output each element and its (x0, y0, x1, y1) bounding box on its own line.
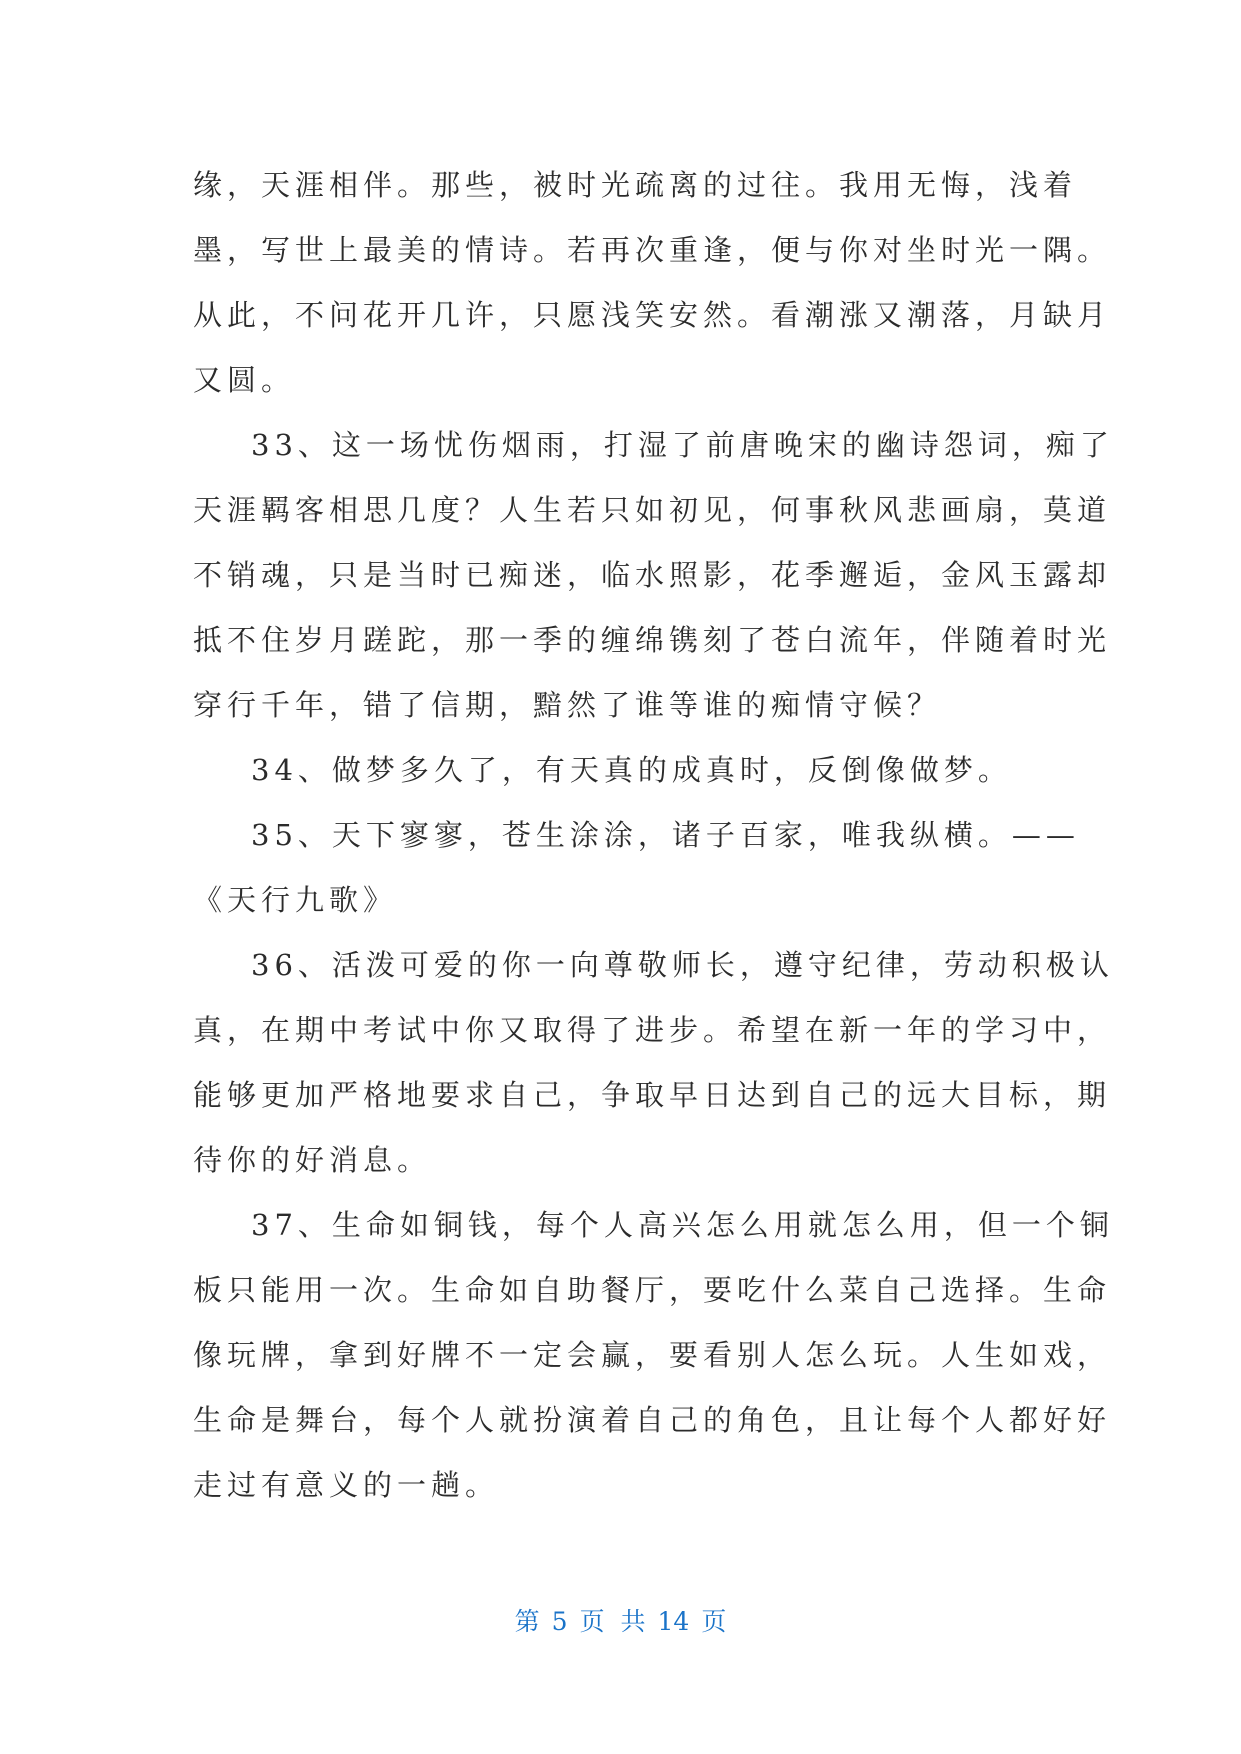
page-suffix: 页 (701, 1607, 727, 1636)
text-line: 又圆。 (193, 363, 296, 397)
text-line: 33、这一场忧伤烟雨，打湿了前唐晚宋的幽诗怨词，痴了 (251, 428, 1114, 462)
text-line: 天涯羁客相思几度？人生若只如初见，何事秋风悲画扇，莫道 (193, 493, 1112, 527)
text-line: 35、天下寥寥，苍生涂涂，诸子百家，唯我纵横。—— (251, 818, 1080, 852)
text-line: 36、活泼可爱的你一向尊敬师长，遵守纪律，劳动积极认 (251, 948, 1114, 982)
document-body (193, 153, 1114, 1518)
paragraph-33 (193, 413, 1114, 738)
page-prefix: 第 (514, 1607, 540, 1636)
text-line: 《天行九歌》 (193, 883, 398, 917)
paragraph-37 (193, 1193, 1114, 1518)
text-line: 真，在期中考试中你又取得了进步。希望在新一年的学习中， (193, 1013, 1112, 1047)
text-line: 37、生命如铜钱，每个人高兴怎么用就怎么用，但一个铜 (251, 1208, 1114, 1242)
paragraph-32-continued (193, 153, 1112, 413)
text-line: 走过有意义的一趟。 (193, 1468, 500, 1502)
text-line: 墨，写世上最美的情诗。若再次重逢，便与你对坐时光一隅。 (193, 233, 1112, 267)
text-line: 能够更加严格地要求自己，争取早日达到自己的远大目标，期 (193, 1078, 1112, 1112)
text-line: 不销魂，只是当时已痴迷，临水照影，花季邂逅，金风玉露却 (193, 558, 1112, 592)
text-line: 34、做梦多久了，有天真的成真时，反倒像做梦。 (251, 753, 1012, 787)
paragraph-34 (193, 738, 1038, 803)
text-line: 待你的好消息。 (193, 1143, 432, 1177)
paragraph-36 (193, 933, 1114, 1193)
page-footer (0, 1602, 1241, 1638)
current-page-number: 5 (551, 1607, 568, 1636)
text-line: 板只能用一次。生命如自助餐厅，要吃什么菜自己选择。生命 (193, 1273, 1112, 1307)
text-line: 缘，天涯相伴。那些，被时光疏离的过往。我用无悔，浅着 (193, 168, 1078, 202)
text-line: 抵不住岁月蹉跎，那一季的缠绵镌刻了苍白流年，伴随着时光 (193, 623, 1112, 657)
paragraph-35 (193, 803, 1080, 933)
text-line: 从此，不问花开几许，只愿浅笑安然。看潮涨又潮落，月缺月 (193, 298, 1112, 332)
text-line: 穿行千年，错了信期，黯然了谁等谁的痴情守候？ (193, 688, 942, 722)
text-line: 像玩牌，拿到好牌不一定会赢，要看别人怎么玩。人生如戏， (193, 1338, 1112, 1372)
page-middle: 页 共 (579, 1607, 646, 1636)
text-line: 生命是舞台，每个人就扮演着自己的角色，且让每个人都好好 (193, 1403, 1112, 1437)
total-page-number: 14 (657, 1607, 690, 1636)
